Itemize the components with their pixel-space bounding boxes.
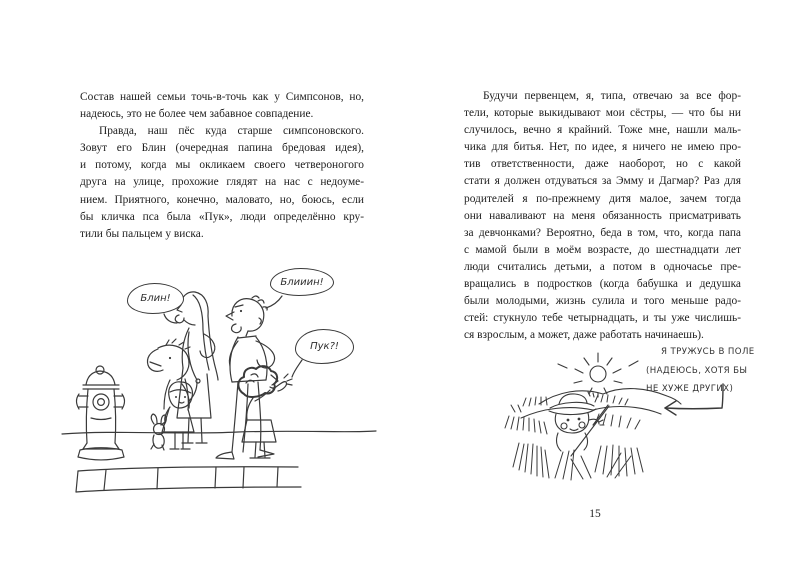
annotation-line: НЕ ХУЖЕ ДРУГИХ) xyxy=(646,384,734,394)
sidewalk-line xyxy=(62,431,376,434)
speech-bubble-text: Блииин! xyxy=(280,276,324,288)
speech-bubble-text: Блин! xyxy=(140,293,171,304)
bunny-toy xyxy=(151,414,166,450)
handwritten-annotation xyxy=(646,343,776,399)
father-figure xyxy=(216,296,275,459)
text-line: стати я должен отдуваться за Эмму и Дагмар? Раз для xyxy=(464,175,741,188)
text-line: родителей я по-прежнему дитя малое, зачем тогда xyxy=(464,192,741,205)
text-line: чика для битья. Нет, по идее, я ничего не имею про- xyxy=(464,141,741,154)
text-line: люди считались детьми, а потом в одночасье пре- xyxy=(464,260,741,273)
annotation-line: (НАДЕЮСЬ, ХОТЯ БЫ xyxy=(646,365,748,376)
text-line: Правда, наш пёс куда старше симпсоновского. xyxy=(99,125,364,138)
text-line: с мамой были в моём возрасте, до шестнадцати лет xyxy=(464,243,741,256)
sun-icon xyxy=(558,353,638,397)
text-line: нием. Приятного, конечно, маловато, но, боюсь, если xyxy=(80,193,364,206)
text-line: друга на улице, прохожие глядят на нас с недоуме- xyxy=(80,176,364,189)
right-page xyxy=(400,0,800,565)
text-line: и потому, когда мы окликаем своего четвероногого xyxy=(80,159,364,172)
text-line: вращались в подростков (когда бабушка и дедушка xyxy=(464,278,741,291)
text-line: Будучи первенцем, я, типа, отвечаю за все фор- xyxy=(483,90,741,102)
text-line: тили бы пальцем у виска. xyxy=(80,227,204,240)
fire-hydrant-icon xyxy=(77,366,125,460)
speech-bubble-text: Пук?! xyxy=(310,341,339,352)
farmer-figure xyxy=(549,394,609,456)
text-line: тели, которые выкидывают мои сёстры, — что бы ни xyxy=(464,107,741,120)
boy-figure xyxy=(147,339,190,410)
text-line: Состав нашей семьи точь-в-точь как у Симпсонов, но, xyxy=(80,91,364,103)
text-line: надеюсь, это не более чем забавное совпадение. xyxy=(80,108,314,121)
text-line: за девчонками? Вероятно, беда в том, что, когда папа xyxy=(464,226,741,239)
page-number: 15 xyxy=(589,508,601,520)
text-line: случилось, вечно я крайний. Тоже мне, нашли маль- xyxy=(464,124,741,137)
street-curb xyxy=(76,467,301,492)
annotation-line: Я ТРУЖУСЬ В ПОЛЕ xyxy=(661,347,755,357)
text-line: бы кличка пса была «Пук», люди определённо кру- xyxy=(80,210,364,223)
text-line: Зовут его Блин (очередная папина бредовая идея), xyxy=(80,142,364,155)
street-scene-illustration xyxy=(58,268,378,518)
text-line: тив ответственности, даже наоборот, но с какой xyxy=(464,158,741,171)
toddler-figure xyxy=(151,382,197,450)
mother-figure xyxy=(175,292,218,443)
text-line: стей: стукнуло тебе четырнадцать, и ты уже числишь- xyxy=(464,312,741,325)
text-line: были молодыми, жизнь сулила и того меньше радо- xyxy=(464,295,741,308)
left-page-text xyxy=(80,89,364,243)
text-line: они наваливают на меня обязанность присматривать xyxy=(464,209,741,222)
right-page-text xyxy=(464,88,741,344)
text-line: ся взрослым, а может, даже работать начинаешь). xyxy=(464,329,704,342)
